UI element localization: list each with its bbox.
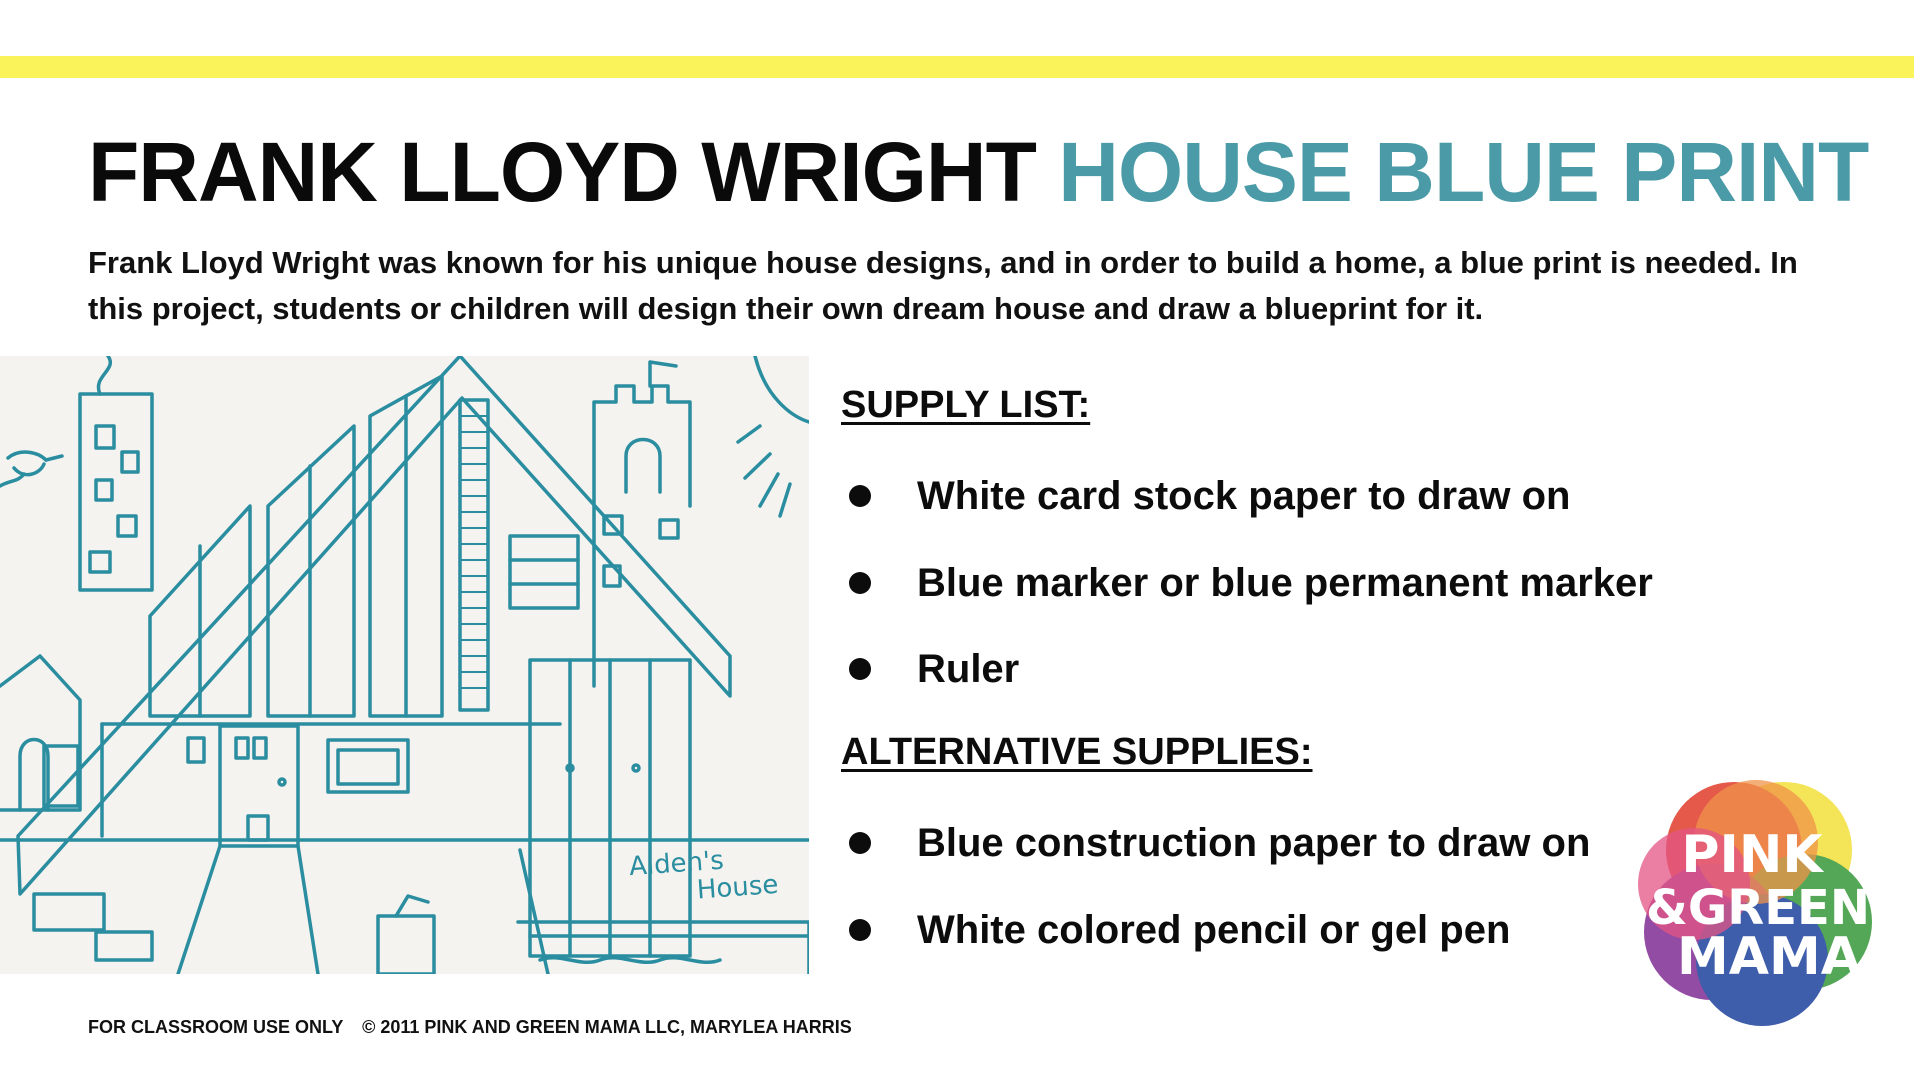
bullet-icon	[849, 572, 871, 594]
alternative-item-label: White colored pencil or gel pen	[917, 907, 1511, 952]
supply-list-item	[841, 644, 1019, 694]
title-part-teal: HOUSE BLUE PRINT	[1058, 125, 1869, 219]
bullet-icon	[849, 485, 871, 507]
alternative-supplies-heading: ALTERNATIVE SUPPLIES:	[841, 731, 1313, 773]
bullet-icon	[849, 832, 871, 854]
intro-paragraph: Frank Lloyd Wright was known for his unique house designs, and in order to build a home, a blue print is needed. In this project, students or children will design their own dream house and draw a blueprint for it.	[88, 245, 1798, 326]
logo-text-line1: PINK	[1681, 825, 1823, 885]
drawing-caption	[628, 843, 779, 909]
title-part-black: FRANK LLOYD WRIGHT	[88, 125, 1036, 219]
supply-list-item	[841, 558, 1653, 608]
pink-green-mama-logo	[1634, 772, 1879, 1027]
bullet-icon	[849, 919, 871, 941]
alternative-supply-item	[841, 905, 1510, 955]
logo-text-line2: &GREEN	[1646, 880, 1870, 936]
footer-copyright: © 2011 PINK AND GREEN MAMA LLC, MARYLEA HARRIS	[362, 1017, 852, 1037]
bullet-icon	[849, 658, 871, 680]
drawing-caption-line1: Aiden's	[628, 845, 725, 883]
supply-list-item	[841, 471, 1570, 521]
supply-item-label: Ruler	[917, 646, 1020, 691]
supply-list-heading: SUPPLY LIST:	[841, 384, 1091, 426]
supply-item-label: Blue marker or blue permanent marker	[917, 560, 1653, 605]
supply-item-label: White card stock paper to draw on	[917, 473, 1571, 518]
alternative-item-label: Blue construction paper to draw on	[917, 820, 1591, 865]
drawing-caption-line2: House	[695, 869, 780, 906]
footer-usage-note: FOR CLASSROOM USE ONLY	[88, 1017, 344, 1037]
footer	[88, 1017, 852, 1038]
house-blueprint-drawing	[0, 356, 809, 974]
logo-text-line3: MAMA	[1677, 927, 1861, 987]
top-accent-bar	[0, 56, 1914, 78]
page-title	[88, 124, 1868, 220]
alternative-supply-item	[841, 818, 1590, 868]
